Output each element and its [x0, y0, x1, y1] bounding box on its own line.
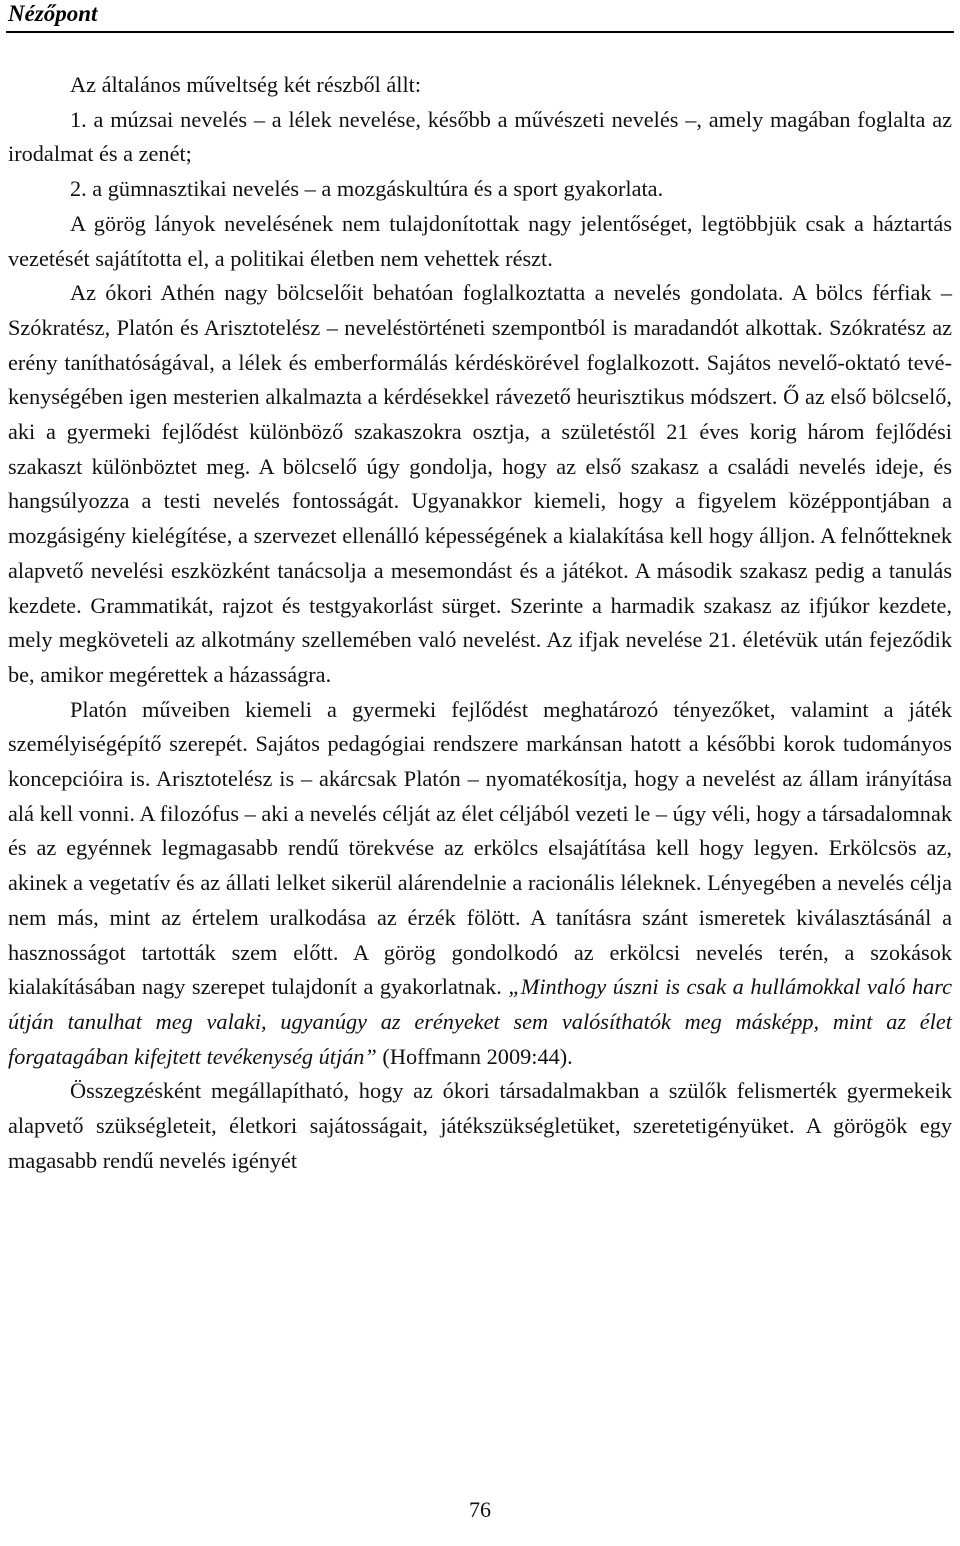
paragraph-plato-text: Platón műveiben kiemeli a gyermeki fejlődést meghatározó tényezőket, valamint a játék személyiségépítő szerepét. Sajátos pedagógiai rendszere markánsan hatott a későbbi korok tudományos koncepcióira is. Arisztotelész is – akárcsak Platón – nyomatékosítja, hogy a nevelést az állam irányítása alá kell vonni. A filozófus – aki a nevelés célját az élet céljából vezeti le – úgy véli, hogy a társadalomnak és az egyénnek legmagasabb rendű törekvése az erkölcs elsajátítása kell hogy legyen. Erkölcsös az, akinek a vegetatív és az állati lelket sikerül alárendelnie a racionális léleknek. Lényegében a nevelés célja nem más, mint az értelem uralkodása az érzék fölött. A tanításra szánt ismeretek kiválasztásánál a hasznosságot tartották szem előtt. A görög gondolkodó az erkölcsi nevelés terén, a szokások kialakításában nagy szerepet tulajdonít a gyakorlatnak.	[8, 696, 952, 1000]
paragraph-intro: Az általános műveltség két részből állt:	[70, 72, 422, 97]
quote-text: „Minthogy úszni is csak a hullámokkal való harc útján tanulhat meg valaki, ugyanúgy az erényeket sem valósíthatók meg másképp, mint az élet forgatagában kifejtett tevékenység útján”	[8, 974, 953, 1069]
list-item-2: 2. a gümnasztikai nevelés – a mozgáskultúra és a sport gyakorlata.	[70, 176, 664, 202]
header-title: Nézőpont	[8, 1, 98, 26]
paragraph-girls: A görög lányok nevelésének nem tulajdonítottak nagy jelentőséget, legtöbbjük csak a háztartás vezetését sajátította el, a politikai életben nem vehettek részt.	[8, 210, 952, 271]
list-item-1: 1. a múzsai nevelés – a lélek nevelése, később a művészeti nevelés –, amely magában foglalta az irodalmat és a zenét;	[8, 106, 952, 167]
header-rule	[6, 31, 954, 33]
paragraph-athens: Az ókori Athén nagy bölcselőit behatóan foglalkoztatta a nevelés gondolata. A bölcs férfiak – Szókratész, Platón és Arisztotelész – neveléstörténeti szempontból is maradandót alkottak. Szókratész az erény taníthatóságával, a lélek és emberformálás kérdéskörével foglalkozott. Sajátos nevelő-oktató tevékenységében igen mesterien alkalmazta a kérdésekkel rávezető heurisztikus módszert. Ő az első bölcselő, aki a gyermeki fejlődést különböző szakaszokra osztja, a születéstől 21 éves korig három fejlődési szakaszt különböztet meg. A bölcselő úgy gondolja, hogy az első szakasz a családi nevelés ideje, és hangsúlyozza a testi nevelés fontosságát. Ugyanakkor kiemeli, hogy a figyelem középpontjában a mozgásigény kielégítése, a szervezet ellenálló képességének a kialakítása kell hogy álljon. A felnőtteknek alapvető nevelési eszközként tanácsolja a mesemondást és a játékot. A második szakasz pedig a tanulás kezdete. Grammatikát, rajzot és testgyakorlást sürget. Szerinte a harmadik szakasz az ifjúkor kezdete, mely megköveteli az alkotmány szellemében való nevelést. Az ifjak nevelése 21. életévük után fejeződik be, amikor megérettek a házasságra.	[8, 280, 952, 687]
page-number: 76	[469, 1497, 491, 1522]
body-text	[8, 68, 952, 1179]
paragraph-plato	[8, 693, 952, 1075]
paragraph-summary: Összegzésként megállapítható, hogy az ókori társadalmakban a szülők felismerték gyermekeik alapvető szükségleteit, életkori sajátosságait, játékszükségletüket, szeretetigényüket. A görögök egy magasabb rendű nevelés igényét	[8, 1078, 952, 1173]
citation-text: (Hoffmann 2009:44).	[382, 1043, 573, 1069]
running-header	[0, 0, 960, 34]
